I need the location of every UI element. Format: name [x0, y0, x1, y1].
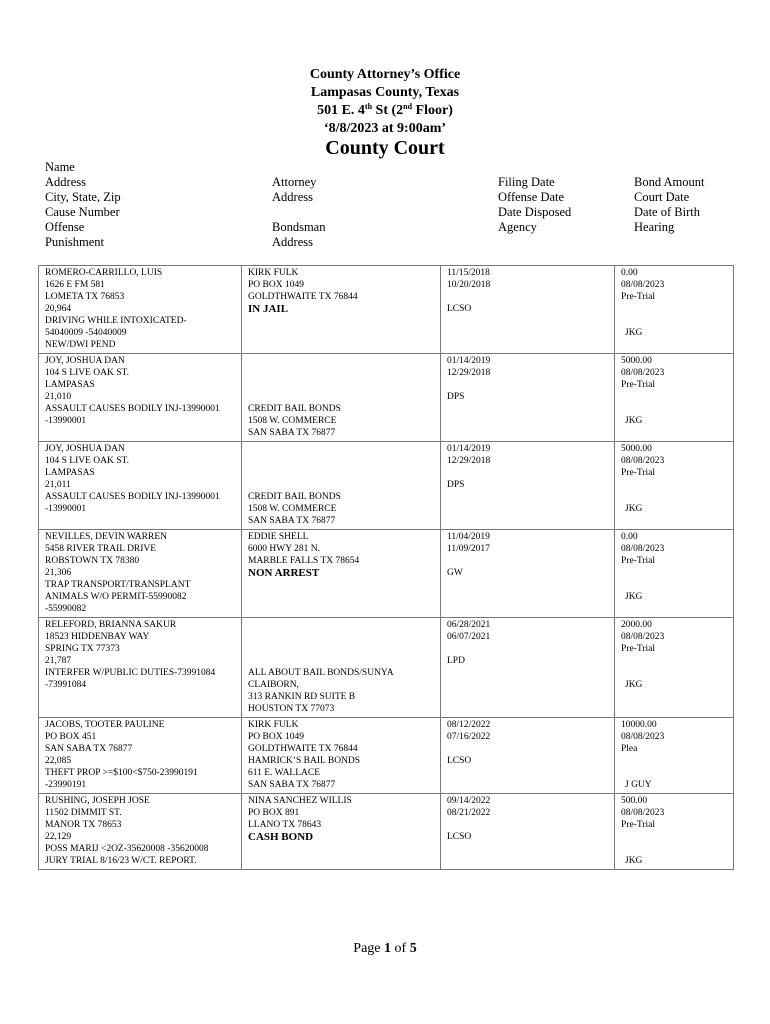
bondsman-line: HOUSTON TX 77073	[248, 704, 335, 714]
bondsman-line: CREDIT BAIL BONDS	[248, 492, 341, 502]
dates-agency-cell	[441, 530, 615, 618]
hearing-judge: JKG	[625, 504, 643, 514]
defendant-info-line: INTERFER W/PUBLIC DUTIES-73991084	[45, 668, 216, 678]
defendant-cell	[39, 794, 242, 870]
custody-status: NON ARREST	[248, 567, 320, 579]
defendant-cell	[39, 718, 242, 794]
date-line: 11/04/2019	[447, 532, 490, 542]
bond-line: Pre-Trial	[621, 820, 655, 830]
hearing-judge: JKG	[625, 416, 643, 426]
date-line: 10/20/2018	[447, 280, 491, 290]
dates-agency-cell	[441, 718, 615, 794]
case-row	[39, 266, 734, 354]
defendant-info-line: THEFT PROP >=$100<$750-23990191	[45, 768, 198, 778]
date-line: 01/14/2019	[447, 444, 491, 454]
legend-label: Address	[272, 190, 313, 204]
defendant-cell	[39, 618, 242, 718]
bond-line: 10000.00	[621, 720, 657, 730]
custody-status: CASH BOND	[248, 831, 314, 843]
defendant-info-line: POSS MARIJ <2OZ-35620008 -35620008	[45, 844, 209, 854]
defendant-cell	[39, 530, 242, 618]
case-row	[39, 794, 734, 870]
legend-label: Cause Number	[45, 205, 120, 219]
defendant-info-line: MANOR TX 78653	[45, 820, 122, 830]
defendant-info-line: 21,306	[45, 568, 72, 578]
defendant-info-line: -23990191	[45, 780, 87, 790]
dates-agency-cell	[441, 794, 615, 870]
date-line: 11/09/2017	[447, 544, 490, 554]
legend-label: Address	[272, 235, 313, 249]
defendant-cell	[39, 266, 242, 354]
hearing-judge: JKG	[625, 856, 643, 866]
bond-line: 08/08/2023	[621, 280, 665, 290]
legend-label: Address	[45, 175, 86, 189]
defendant-info-line: 18523 HIDDENBAY WAY	[45, 632, 150, 642]
page-title: County Court	[325, 137, 445, 159]
bond-hearing-cell	[615, 718, 734, 794]
bond-line: 2000.00	[621, 620, 652, 630]
date-line: 08/21/2022	[447, 808, 491, 818]
attorney-line: GOLDTHWAITE TX 76844	[248, 744, 358, 754]
bond-line: Pre-Trial	[621, 380, 655, 390]
legend-label: Bond Amount	[634, 175, 705, 189]
county-name: Lampasas County, Texas	[310, 85, 460, 100]
agency: DPS	[447, 480, 465, 490]
attorney-line: KIRK FULK	[248, 268, 299, 278]
office-address: 501 E. 4th St (2nd Floor)	[317, 102, 453, 118]
bond-line: 08/08/2023	[621, 544, 665, 554]
case-row	[39, 442, 734, 530]
case-row	[39, 354, 734, 442]
agency: LCSO	[447, 832, 472, 842]
bond-line: Plea	[621, 744, 638, 754]
attorney-line: MARBLE FALLS TX 78654	[248, 556, 360, 566]
defendant-info-line: 1626 E FM 581	[45, 280, 105, 290]
attorney-line: GOLDTHWAITE TX 76844	[248, 292, 358, 302]
bondsman-line: CLAIBORN,	[248, 680, 299, 690]
bond-line: 0.00	[621, 268, 638, 278]
hearing-judge: JKG	[625, 680, 643, 690]
bond-hearing-cell	[615, 354, 734, 442]
defendant-info-line: -55990082	[45, 604, 87, 614]
attorney-bondsman-cell	[242, 618, 441, 718]
defendant-info-line: -13990001	[45, 504, 87, 514]
date-line: 06/28/2021	[447, 620, 491, 630]
docket-date: ‘8/8/2023 at 9:00am’	[323, 121, 447, 136]
defendant-cell	[39, 442, 242, 530]
defendant-info-line: 22,129	[45, 832, 72, 842]
bondsman-line: 313 RANKIN RD SUITE B	[248, 692, 356, 702]
bond-line: Pre-Trial	[621, 468, 655, 478]
bond-line: 08/08/2023	[621, 456, 665, 466]
dates-agency-cell	[441, 618, 615, 718]
bond-line: 5000.00	[621, 356, 652, 366]
attorney-line: PO BOX 891	[248, 808, 300, 818]
date-line: 09/14/2022	[447, 796, 491, 806]
defendant-info-line: PO BOX 451	[45, 732, 97, 742]
bondsman-line: ALL ABOUT BAIL BONDS/SUNYA	[248, 668, 394, 678]
legend-label: Hearing	[634, 220, 675, 234]
bondsman-line: SAN SABA TX 76877	[248, 428, 336, 438]
defendant-info-line: 104 S LIVE OAK ST.	[45, 368, 130, 378]
docket-table	[38, 265, 734, 870]
legend-label: Bondsman	[272, 220, 326, 234]
case-row	[39, 530, 734, 618]
legend-label: Agency	[498, 220, 537, 234]
defendant-info-line: ROMERO-CARRILLO, LUIS	[45, 268, 163, 278]
defendant-info-line: 21,787	[45, 656, 72, 666]
legend-column-3	[498, 175, 571, 235]
agency: DPS	[447, 392, 465, 402]
bondsman-line: CREDIT BAIL BONDS	[248, 404, 341, 414]
legend-column-4	[634, 175, 705, 235]
attorney-line: 6000 HWY 281 N.	[248, 544, 320, 554]
defendant-info-line: LAMPASAS	[45, 468, 95, 478]
bond-line: Pre-Trial	[621, 556, 655, 566]
agency: LPD	[447, 656, 465, 666]
agency: LCSO	[447, 304, 472, 314]
defendant-info-line: -73991084	[45, 680, 87, 690]
dates-agency-cell	[441, 442, 615, 530]
date-line: 07/16/2022	[447, 732, 491, 742]
defendant-info-line: NEW/DWI PEND	[45, 340, 116, 350]
legend-label: Offense Date	[498, 190, 565, 204]
hearing-judge: J GUY	[625, 780, 652, 790]
bondsman-line: 1508 W. COMMERCE	[248, 504, 337, 514]
bond-hearing-cell	[615, 442, 734, 530]
defendant-info-line: TRAP TRANSPORT/TRANSPLANT	[45, 580, 191, 590]
attorney-bondsman-cell	[242, 354, 441, 442]
bond-line: Pre-Trial	[621, 292, 655, 302]
dates-agency-cell	[441, 266, 615, 354]
defendant-info-line: ROBSTOWN TX 78380	[45, 556, 140, 566]
legend-label: Attorney	[272, 175, 317, 189]
attorney-line: PO BOX 1049	[248, 732, 304, 742]
attorney-line: HAMRICK’S BAIL BONDS	[248, 756, 361, 766]
bondsman-line: 1508 W. COMMERCE	[248, 416, 337, 426]
defendant-info-line: ASSAULT CAUSES BODILY INJ-13990001	[45, 492, 220, 502]
attorney-line: KIRK FULK	[248, 720, 299, 730]
legend-label	[272, 205, 325, 220]
attorney-bondsman-cell	[242, 530, 441, 618]
page-footer: Page 1 of 5	[353, 941, 417, 956]
legend-column-2	[272, 175, 325, 250]
attorney-line: PO BOX 1049	[248, 280, 304, 290]
defendant-info-line: RUSHING, JOSEPH JOSE	[45, 796, 150, 806]
custody-status: IN JAIL	[248, 303, 289, 315]
bond-hearing-cell	[615, 794, 734, 870]
defendant-info-line: JOY, JOSHUA DAN	[45, 356, 125, 366]
case-row	[39, 618, 734, 718]
defendant-info-line: 54040009 -54040009	[45, 328, 127, 338]
hearing-judge: JKG	[625, 328, 643, 338]
attorney-line: LLANO TX 78643	[248, 820, 322, 830]
defendant-info-line: DRIVING WHILE INTOXICATED-	[45, 316, 187, 326]
defendant-info-line: ASSAULT CAUSES BODILY INJ-13990001	[45, 404, 220, 414]
date-line: 12/29/2018	[447, 368, 491, 378]
defendant-info-line: SPRING TX 77373	[45, 644, 120, 654]
defendant-cell	[39, 354, 242, 442]
date-line: 08/12/2022	[447, 720, 491, 730]
date-line: 12/29/2018	[447, 456, 491, 466]
defendant-info-line: 5458 RIVER TRAIL DRIVE	[45, 544, 157, 554]
bond-line: 0.00	[621, 532, 638, 542]
defendant-info-line: LOMETA TX 76853	[45, 292, 125, 302]
case-row	[39, 718, 734, 794]
date-line: 11/15/2018	[447, 268, 490, 278]
defendant-info-line: NEVILLES, DEVIN WARREN	[45, 532, 167, 542]
legend-label: Date of Birth	[634, 205, 700, 219]
attorney-bondsman-cell	[242, 442, 441, 530]
bond-line: Pre-Trial	[621, 644, 655, 654]
attorney-line: 611 E. WALLACE	[248, 768, 321, 778]
agency: GW	[447, 568, 463, 578]
legend-label: Filing Date	[498, 175, 555, 189]
bond-hearing-cell	[615, 266, 734, 354]
attorney-bondsman-cell	[242, 794, 441, 870]
bond-line: 08/08/2023	[621, 368, 665, 378]
bond-line: 500.00	[621, 796, 648, 806]
legend-column-1	[45, 160, 121, 250]
attorney-bondsman-cell	[242, 718, 441, 794]
bond-hearing-cell	[615, 530, 734, 618]
date-line: 01/14/2019	[447, 356, 491, 366]
bond-line: 08/08/2023	[621, 732, 665, 742]
attorney-line: NINA SANCHEZ WILLIS	[248, 796, 352, 806]
defendant-info-line: RELEFORD, BRIANNA SAKUR	[45, 620, 177, 630]
legend-label: Court Date	[634, 190, 690, 204]
bondsman-line: SAN SABA TX 76877	[248, 516, 336, 526]
defendant-info-line: JURY TRIAL 8/16/23 W/CT. REPORT.	[45, 856, 197, 866]
defendant-info-line: 21,010	[45, 392, 72, 402]
defendant-info-line: SAN SABA TX 76877	[45, 744, 133, 754]
bond-hearing-cell	[615, 618, 734, 718]
defendant-info-line: JACOBS, TOOTER PAULINE	[45, 720, 165, 730]
defendant-info-line: 21,011	[45, 480, 71, 490]
defendant-info-line: 20,964	[45, 304, 72, 314]
defendant-info-line: 22,085	[45, 756, 72, 766]
defendant-info-line: ANIMALS W/O PERMIT-55990082	[45, 592, 187, 602]
office-name: County Attorney’s Office	[309, 67, 461, 82]
date-line: 06/07/2021	[447, 632, 491, 642]
defendant-info-line: 11502 DIMMIT ST.	[45, 808, 122, 818]
legend-label: Name	[45, 160, 75, 174]
attorney-bondsman-cell	[242, 266, 441, 354]
defendant-info-line: JOY, JOSHUA DAN	[45, 444, 125, 454]
defendant-info-line: 104 S LIVE OAK ST.	[45, 456, 130, 466]
legend-label: Punishment	[45, 235, 105, 249]
agency: LCSO	[447, 756, 472, 766]
hearing-judge: JKG	[625, 592, 643, 602]
legend-label: City, State, Zip	[45, 190, 121, 204]
bond-line: 08/08/2023	[621, 808, 665, 818]
defendant-info-line: -13990001	[45, 416, 87, 426]
bond-line: 08/08/2023	[621, 632, 665, 642]
bond-line: 5000.00	[621, 444, 652, 454]
legend-label: Offense	[45, 220, 85, 234]
attorney-line: SAN SABA TX 76877	[248, 780, 336, 790]
attorney-line: EDDIE SHELL	[248, 532, 309, 542]
defendant-info-line: LAMPASAS	[45, 380, 95, 390]
legend-label: Date Disposed	[498, 205, 572, 219]
dates-agency-cell	[441, 354, 615, 442]
